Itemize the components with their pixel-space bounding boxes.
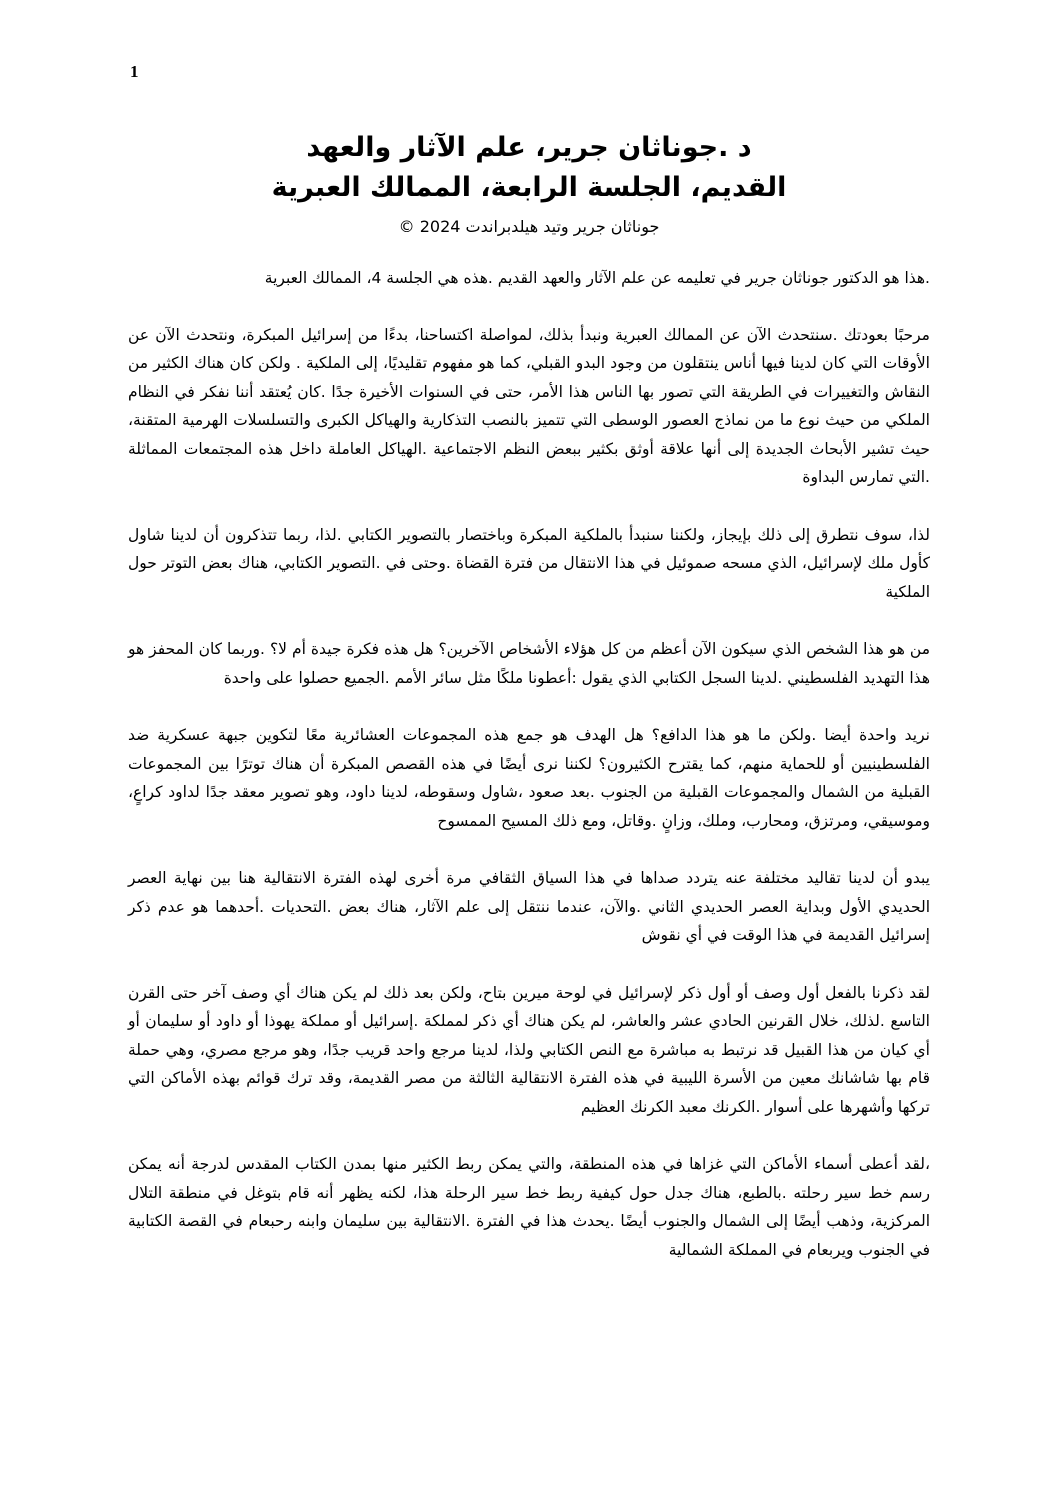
document-header — [150, 128, 908, 242]
paragraph: لذا، سوف نتطرق إلى ذلك بإيجاز، ولكننا سنبدأ بالملكية المبكرة وباختصار بالتصوير الكتابي .لذا، ربما تتذكرون أن لدينا شاول كأول ملك لإسرائيل، الذي مسحه صموئيل في هذا الانتقال من فترة القضاة .وحتى في .التصوير الكتابي، هناك بعض التوتر حول الملكية — [128, 525, 930, 601]
paragraph: نريد واحدة أيضا .ولكن ما هو هذا الدافع؟ هل الهدف هو جمع هذه المجموعات العشائرية معًا لتكوين جبهة عسكرية ضد الفلسطينيين أو للحماية منهم، كما يقترح الكثيرون؟ لكننا نرى أيضًا في هذه القصص المبكرة أن هناك توترًا بين المجموعات القبلية من الشمال والمجموعات القبلية من الجنوب .بعد صعود ،شاول وسقوطه، لدينا داود، وهو تصوير معقد جدًا لداود كراعٍ، وموسيقي، ومرتزق، ومحارب، وملك، وزانٍ .وقاتل، ومع ذلك المسيح الممسوح — [128, 726, 930, 830]
paragraph: من هو هذا الشخص الذي سيكون الآن أعظم من كل هؤلاء الأشخاص الآخرين؟ هل هذه فكرة جيدة أم لا؟ .وربما كان المحفز هو هذا التهديد الفلسطيني .لدينا السجل الكتابي الذي يقول :أعطونا ملكًا مثل سائر الأمم .الجميع حصلوا على واحدة — [128, 640, 930, 687]
document-title-line-1: د .جوناثان جرير، علم الآثار والعهد — [306, 132, 752, 163]
paragraph: لقد ذكرنا بالفعل أول وصف أو أول ذكر لإسرائيل في لوحة ميرين بتاح، ولكن بعد ذلك لم يكن هناك أي وصف آخر حتى القرن التاسع .لذلك، خلال القرنين الحادي عشر والعاشر، لم يكن هناك أي ذكر لمملكة .إسرائيل أو مملكة يهوذا أو داود أو سليمان أو أي كيان من هذا القبيل قد نرتبط به مباشرة مع النص الكتابي ولذا، لدينا مرجع واحد قريب جدًا، وهو مرجع مصري، وهي حملة قام بها شاشانك معين من الأسرة الليبية في هذه الفترة الانتقالية الثالثة من مصر القديمة، وقد ترك قوائم بهذه الأماكن التي تركها وأشهرها على أسوار .الكرنك معبد الكرنك العظيم — [128, 983, 930, 1116]
page-number: 1 — [130, 62, 139, 81]
document-title-line-2: القديم، الجلسة الرابعة، الممالك العبرية — [271, 172, 787, 203]
paragraph: يبدو أن لدينا تقاليد مختلفة عنه يتردد صداها في هذا السياق الثقافي مرة أخرى لهذه الفترة الانتقالية هنا بين نهاية العصر الحديدي الأول وبداية العصر الحديدي الثاني .والآن، عندما ننتقل إلى علم الآثار، هناك بعض .التحديات .أحدهما هو عدم ذكر إسرائيل القديمة في هذا الوقت في أي نقوش — [128, 869, 930, 944]
paragraph-intro: .هذا هو الدكتور جوناثان جرير في تعليمه عن علم الآثار والعهد القديم .هذه هي الجلسة 4، الممالك العبرية — [264, 269, 930, 287]
paragraph: مرحبًا بعودتك .سنتحدث الآن عن الممالك العبرية ونبدأ بذلك، لمواصلة اكتساحنا، بدءًا من إسرائيل المبكرة، ونتحدث الآن عن الأوقات التي كان لدينا فيها أناس ينتقلون من وجود البدو القبلي، كما هو مفهوم تقليديًا، إلى الملكية . ولكن كان هناك الكثير من النقاش والتغييرات في الطريقة التي تصور بها الناس هذا الأمر، حتى في السنوات الأخيرة جدًا .كان يُعتقد أننا نفكر في النظام الملكي من حيث نوع ما من نماذج العصور الوسطى التي تتميز بالنصب التذكارية والهياكل الكبرى والتسلسلات الهرمية المتقنة، حيث تشير الأبحاث الجديدة إلى أنها علاقة أوثق بكثير ببعض النظم الاجتماعية .الهياكل العاملة داخل هذه المجتمعات المماثلة .التي تمارس البداوة — [128, 325, 930, 486]
paragraph: ،لقد أعطى أسماء الأماكن التي غزاها في هذه المنطقة، والتي يمكن ربط الكثير منها بمدن الكتاب المقدس لدرجة أنه يمكن رسم خط سير رحلته .بالطبع، هناك جدل حول كيفية ربط خط سير الرحلة هذا، لكنه يظهر أنه قام بتوغل في منطقة التلال المركزية، وذهب أيضًا إلى الشمال والجنوب أيضًا .يحدث هذا في الفترة .الانتقالية بين سليمان وابنه رحبعام في القصة الكتابية في الجنوب ويربعام في المملكة الشمالية — [128, 1155, 930, 1259]
document-body — [128, 264, 930, 1293]
copyright-line: جوناثان جرير وتيد هيلدبراندت 2024 © — [398, 217, 660, 236]
